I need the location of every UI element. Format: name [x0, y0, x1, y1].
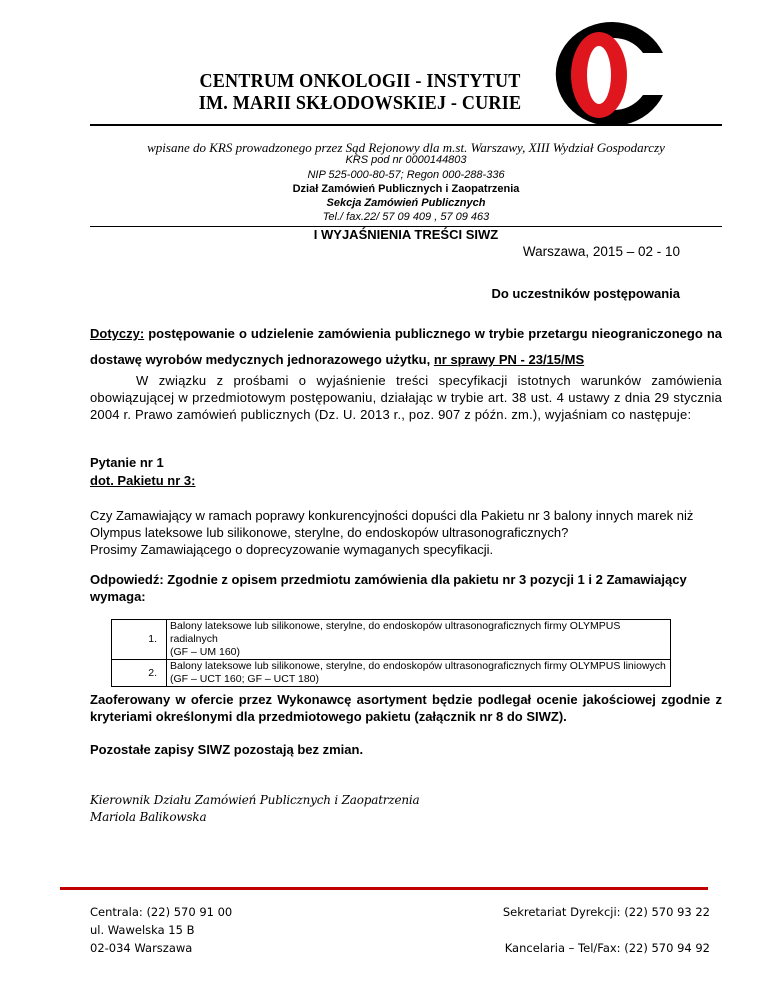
- document-heading: I WYJAŚNIENIA TREŚCI SIWZ: [313, 227, 499, 242]
- section-name: Sekcja Zamówień Publicznych: [326, 197, 486, 209]
- footer-address: [90, 903, 232, 957]
- question-title: Pytanie nr 1: [90, 455, 164, 470]
- question-text: [90, 507, 722, 558]
- subject-paragraph: [90, 321, 722, 373]
- table-row: [112, 620, 671, 660]
- krs-number: KRS pod nr 0000144803: [345, 154, 467, 166]
- item-description: [167, 660, 671, 687]
- department-name: Dział Zamówień Publicznych i Zaopatrzenia: [292, 183, 520, 195]
- item-line: Balony lateksowe lub silikonowe, sterylne, do endoskopów ultrasonograficznych firmy OLYMPUS liniowych: [170, 660, 666, 672]
- item-number: 1.: [112, 620, 167, 660]
- question-line: Prosimy Zamawiającego o doprecyzowanie wymaganych specyfikacji.: [90, 542, 494, 557]
- item-line: Balony lateksowe lub silikonowe, sterylne, do endoskopów ultrasonograficznych firmy OLYMPUS radialnych: [170, 620, 621, 645]
- question-heading: [90, 454, 722, 490]
- signature-title: Kierownik Działu Zamówień Publicznych i Zaopatrzenia: [90, 793, 420, 807]
- case-number: nr sprawy PN - 23/15/MS: [433, 352, 585, 367]
- item-line: (GF – UCT 160; GF – UCT 180): [170, 673, 319, 685]
- addressee: Do uczestników postępowania: [491, 286, 680, 301]
- table-row: [112, 660, 671, 687]
- header-divider: [90, 124, 722, 126]
- phone-fax: Tel./ fax.22/ 57 09 409 , 57 09 463: [322, 211, 490, 223]
- question-line: Olympus lateksowe lub silikonowe, sterylne, do endoskopów ultrasonograficznych?: [90, 525, 569, 540]
- logo-o-hole: [587, 46, 611, 104]
- footer-street: ul. Wawelska 15 B: [90, 923, 195, 937]
- answer-text: Odpowiedź: Zgodnie z opisem przedmiotu zamówienia dla pakietu nr 3 pozycji 1 i 2 Zamawiający wymaga:: [90, 572, 687, 604]
- question-line: Czy Zamawiający w ramach poprawy konkurencyjności dopuści dla Pakietu nr 3 balony innych marek niż: [90, 508, 694, 523]
- footer-chancellery: Kancelaria – Tel/Fax: (22) 570 94 92: [504, 941, 710, 955]
- items-table: [111, 619, 671, 687]
- document-date: Warszawa, 2015 – 02 - 10: [522, 244, 680, 259]
- subject-label: Dotyczy:: [90, 326, 145, 341]
- remaining-provisions: Pozostałe zapisy SIWZ pozostają bez zmian.: [90, 742, 364, 757]
- nip-regon: NIP 525-000-80-57; Regon 000-288-336: [307, 169, 505, 181]
- signature-name: Mariola Balikowska: [90, 810, 207, 824]
- institution-name-line1: CENTRUM ONKOLOGII - INSTYTUT: [199, 71, 521, 92]
- footer-central-phone: Centrala: (22) 570 91 00: [90, 905, 233, 919]
- intro-paragraph: W związku z prośbami o wyjaśnienie treści specyfikacji istotnych warunków zamówienia obowiązującej w przedmiotowym postępowaniu, działając w trybie art. 38 ust. 4 ustawy z dnia 29 stycznia 2004 r. Prawo zamówień publicznych (Dz. U. 2013 r., poz. 907 z późn. zm.), wyjaśniam co następuje:: [90, 373, 722, 422]
- institution-name-line2: IM. MARII SKŁODOWSKIEJ - CURIE: [198, 93, 522, 114]
- footer-secretariat: Sekretariat Dyrekcji: (22) 570 93 22: [502, 905, 710, 919]
- question-package: dot. Pakietu nr 3:: [90, 473, 196, 488]
- footer-city: 02-034 Warszawa: [90, 941, 193, 955]
- item-description: [167, 620, 671, 660]
- co-logo-icon: [545, 19, 667, 127]
- item-line: (GF – UM 160): [170, 646, 241, 658]
- subject-text: postępowanie o udzielenie zamówienia publicznego w trybie przetargu nieograniczonego na dostawę wyrobów medycznych jednorazowego użytku,: [90, 326, 722, 367]
- footer-divider: [60, 887, 708, 890]
- item-number: 2.: [112, 660, 167, 687]
- registry-info: wpisane do KRS prowadzonego przez Sąd Rejonowy dla m.st. Warszawy, XIII Wydział Gospodarczy: [147, 140, 665, 155]
- closing-paragraph: Zaoferowany w ofercie przez Wykonawcę asortyment będzie podlegał ocenie jakościowej zgodnie z kryteriami określonymi dla przedmiotowego pakietu (załącznik nr 8 do SIWZ).: [90, 692, 722, 724]
